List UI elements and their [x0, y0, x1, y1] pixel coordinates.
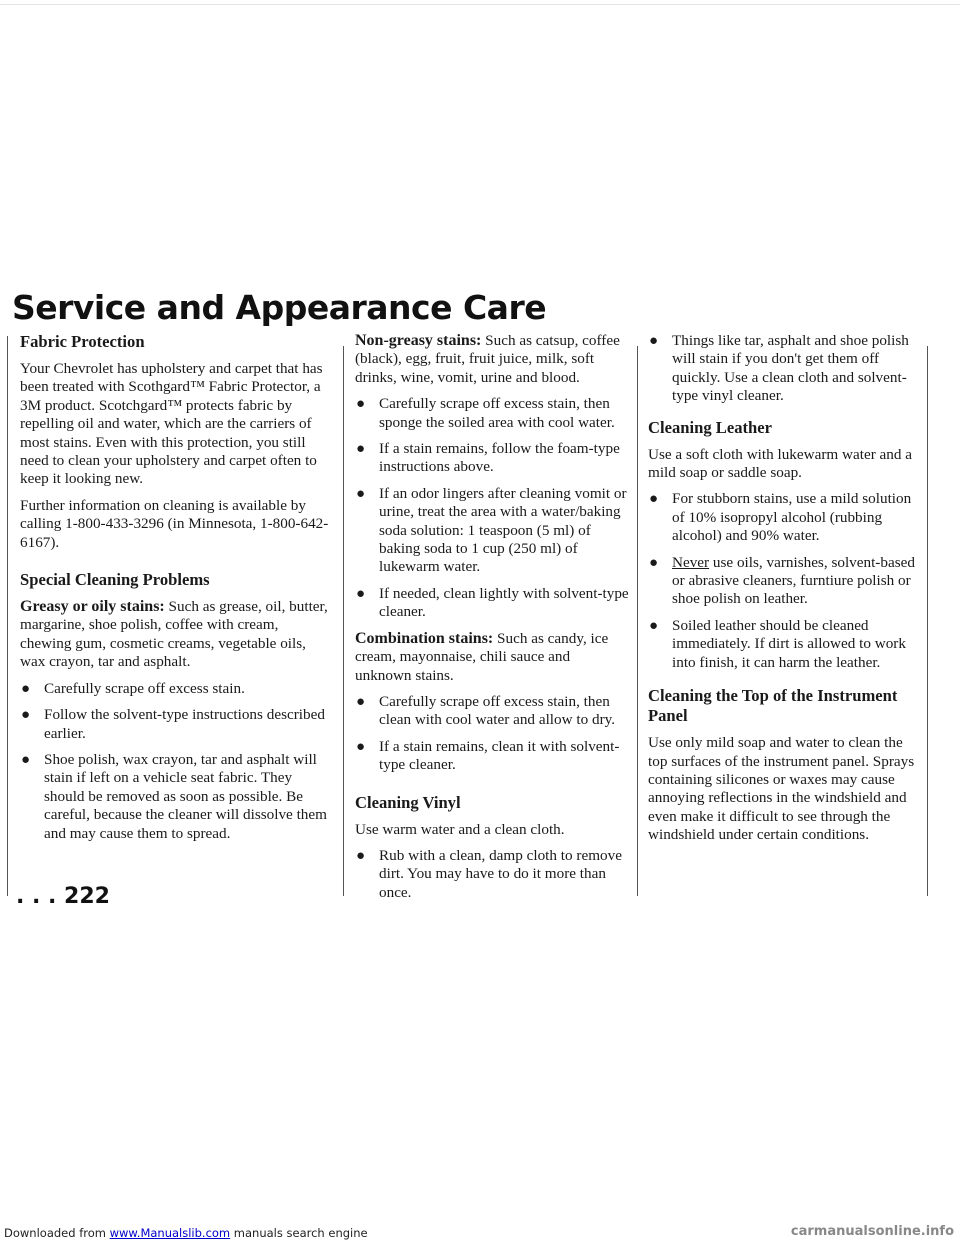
column-divider-2 — [637, 346, 638, 896]
greasy-stains-list — [20, 680, 332, 843]
list-item: ● Rub with a clean, damp cloth to remove dirt. You may have to do it more than once. — [356, 846, 622, 901]
cleaning-leather-paragraph: Use a soft cloth with lukewarm water and a mild soap or saddle soap. — [648, 445, 913, 482]
column-1 — [20, 332, 332, 851]
column-2 — [355, 332, 629, 910]
manualslib-link[interactable]: www.Manualslib.com — [109, 1226, 231, 1240]
bullet-icon: ● — [356, 738, 366, 755]
bullet-icon: ● — [21, 751, 31, 768]
greasy-stains-lead: Greasy or oily stains: — [20, 598, 165, 616]
non-greasy-stains-lead: Non-greasy stains: — [355, 332, 482, 349]
bullet-icon: ● — [356, 847, 366, 864]
left-margin-rule — [7, 336, 8, 896]
non-greasy-stains-paragraph — [355, 332, 629, 387]
watermark: carmanualsonline.info — [790, 1224, 954, 1239]
non-greasy-stains-list — [355, 395, 629, 621]
combination-stains-lead: Combination stains: — [355, 629, 494, 647]
greasy-stains-text: Such as grease, oil, butter, margarine, shoe polish, coffee with cream, chewing gum, cosmetic creams, vegetable oils, wax crayon, tar and asphalt. — [20, 598, 328, 671]
cleaning-leather-heading: Cleaning Leather — [648, 417, 772, 437]
download-source: Downloaded from www.Manualslib.com manuals search engine — [4, 1226, 368, 1240]
list-item: ● If an odor lingers after cleaning vomit or urine, treat the area with a water/baking soda solution: 1 teaspoon (5 ml) of baking soda to 1 cup (250 ml) of lukewarm water. — [356, 484, 627, 576]
never-emphasis: Never — [672, 553, 710, 571]
fabric-protection-paragraph: Your Chevrolet has upholstery and carpet that has been treated with Scothgard™ Fabric Protector, a 3M product. Scotchgard™ protects fabric by repelling oil and water, which are the carriers of most stains. Even with this protection, you still need to clean your upholstery and carpet often to keep it looking new. — [20, 360, 323, 488]
list-item: ● If needed, clean lightly with solvent-type cleaner. — [356, 584, 629, 621]
list-item: ● Things like tar, asphalt and shoe polish will stain if you don't get them off quickly. Use a clean cloth and solvent-type vinyl cleaner. — [649, 332, 909, 405]
bullet-icon: ● — [356, 441, 366, 458]
instrument-panel-paragraph: Use only mild soap and water to clean the top surfaces of the instrument panel. Sprays containing silicones or waxes may cause annoying reflections in the windshield and even make it difficult to see through the windshield under certain conditions. — [648, 734, 915, 844]
column-divider-1 — [343, 346, 344, 896]
list-item: ● Follow the solvent-type instructions described earlier. — [21, 706, 325, 742]
bullet-icon: ● — [356, 485, 366, 502]
cleaning-leather-list — [648, 490, 918, 672]
bullet-icon: ● — [356, 585, 366, 602]
list-item: ● Carefully scrape off excess stain, then clean with cool water and allow to dry. — [356, 692, 616, 729]
bullet-icon: ● — [649, 554, 659, 571]
footer — [0, 1226, 960, 1242]
combination-stains-paragraph — [355, 630, 629, 685]
page-number: . . . 222 — [16, 884, 110, 909]
list-item: ● Soiled leather should be cleaned immediately. If dirt is allowed to work into finish, it can harm the leather. — [649, 616, 906, 671]
bullet-icon: ● — [649, 491, 659, 508]
list-item: ● Carefully scrape off excess stain. — [21, 679, 245, 697]
bullet-icon: ● — [21, 680, 31, 697]
top-divider — [0, 4, 960, 5]
non-greasy-stains-text: Such as catsup, coffee (black), egg, fruit, fruit juice, milk, soft drinks, wine, vomit, urine and blood. — [355, 332, 620, 386]
cleaning-vinyl-paragraph: Use warm water and a clean cloth. — [355, 820, 565, 838]
bullet-icon: ● — [356, 693, 366, 710]
bullet-icon: ● — [356, 396, 366, 413]
list-item: ● Carefully scrape off excess stain, then sponge the soiled area with cool water. — [356, 395, 615, 431]
cleaning-info-paragraph: Further information on cleaning is available by calling 1-800-433-3296 (in Minnesota, 1-800-642-6167). — [20, 496, 329, 551]
special-cleaning-heading: Special Cleaning Problems — [20, 570, 210, 590]
column-3 — [648, 332, 918, 853]
list-item: ● Shoe polish, wax crayon, tar and asphalt will stain if left on a vehicle seat fabric. They should be removed as soon as possible. Be careful, because the cleaner will dissolve them and may cause them to spread. — [21, 750, 327, 842]
cleaning-vinyl-list — [355, 847, 629, 902]
bullet-icon: ● — [21, 707, 31, 724]
combination-stains-list — [355, 693, 629, 775]
list-item: ● For stubborn stains, use a mild solution of 10% isopropyl alcohol (rubbing alcohol) and 90% water. — [649, 490, 912, 545]
fabric-protection-heading: Fabric Protection — [20, 332, 145, 351]
list-item: ● If a stain remains, follow the foam-type instructions above. — [356, 440, 620, 476]
cleaning-vinyl-heading: Cleaning Vinyl — [355, 792, 461, 812]
instrument-panel-heading: Cleaning the Top of the Instrument Panel — [648, 686, 898, 726]
list-item: ● If a stain remains, clean it with solvent-type cleaner. — [356, 737, 620, 774]
list-item: ● Never use oils, varnishes, solvent-based or abrasive cleaners, furntiure polish or shoe polish on leather. — [649, 553, 915, 608]
page-title: Service and Appearance Care — [12, 288, 547, 327]
vinyl-continued-list — [648, 332, 918, 406]
combination-stains-text: Such as candy, ice cream, mayonnaise, chili sauce and unknown stains. — [355, 629, 609, 684]
right-margin-rule — [927, 346, 928, 896]
greasy-stains-paragraph — [20, 598, 332, 672]
bullet-icon: ● — [649, 333, 659, 349]
bullet-icon: ● — [649, 617, 659, 634]
